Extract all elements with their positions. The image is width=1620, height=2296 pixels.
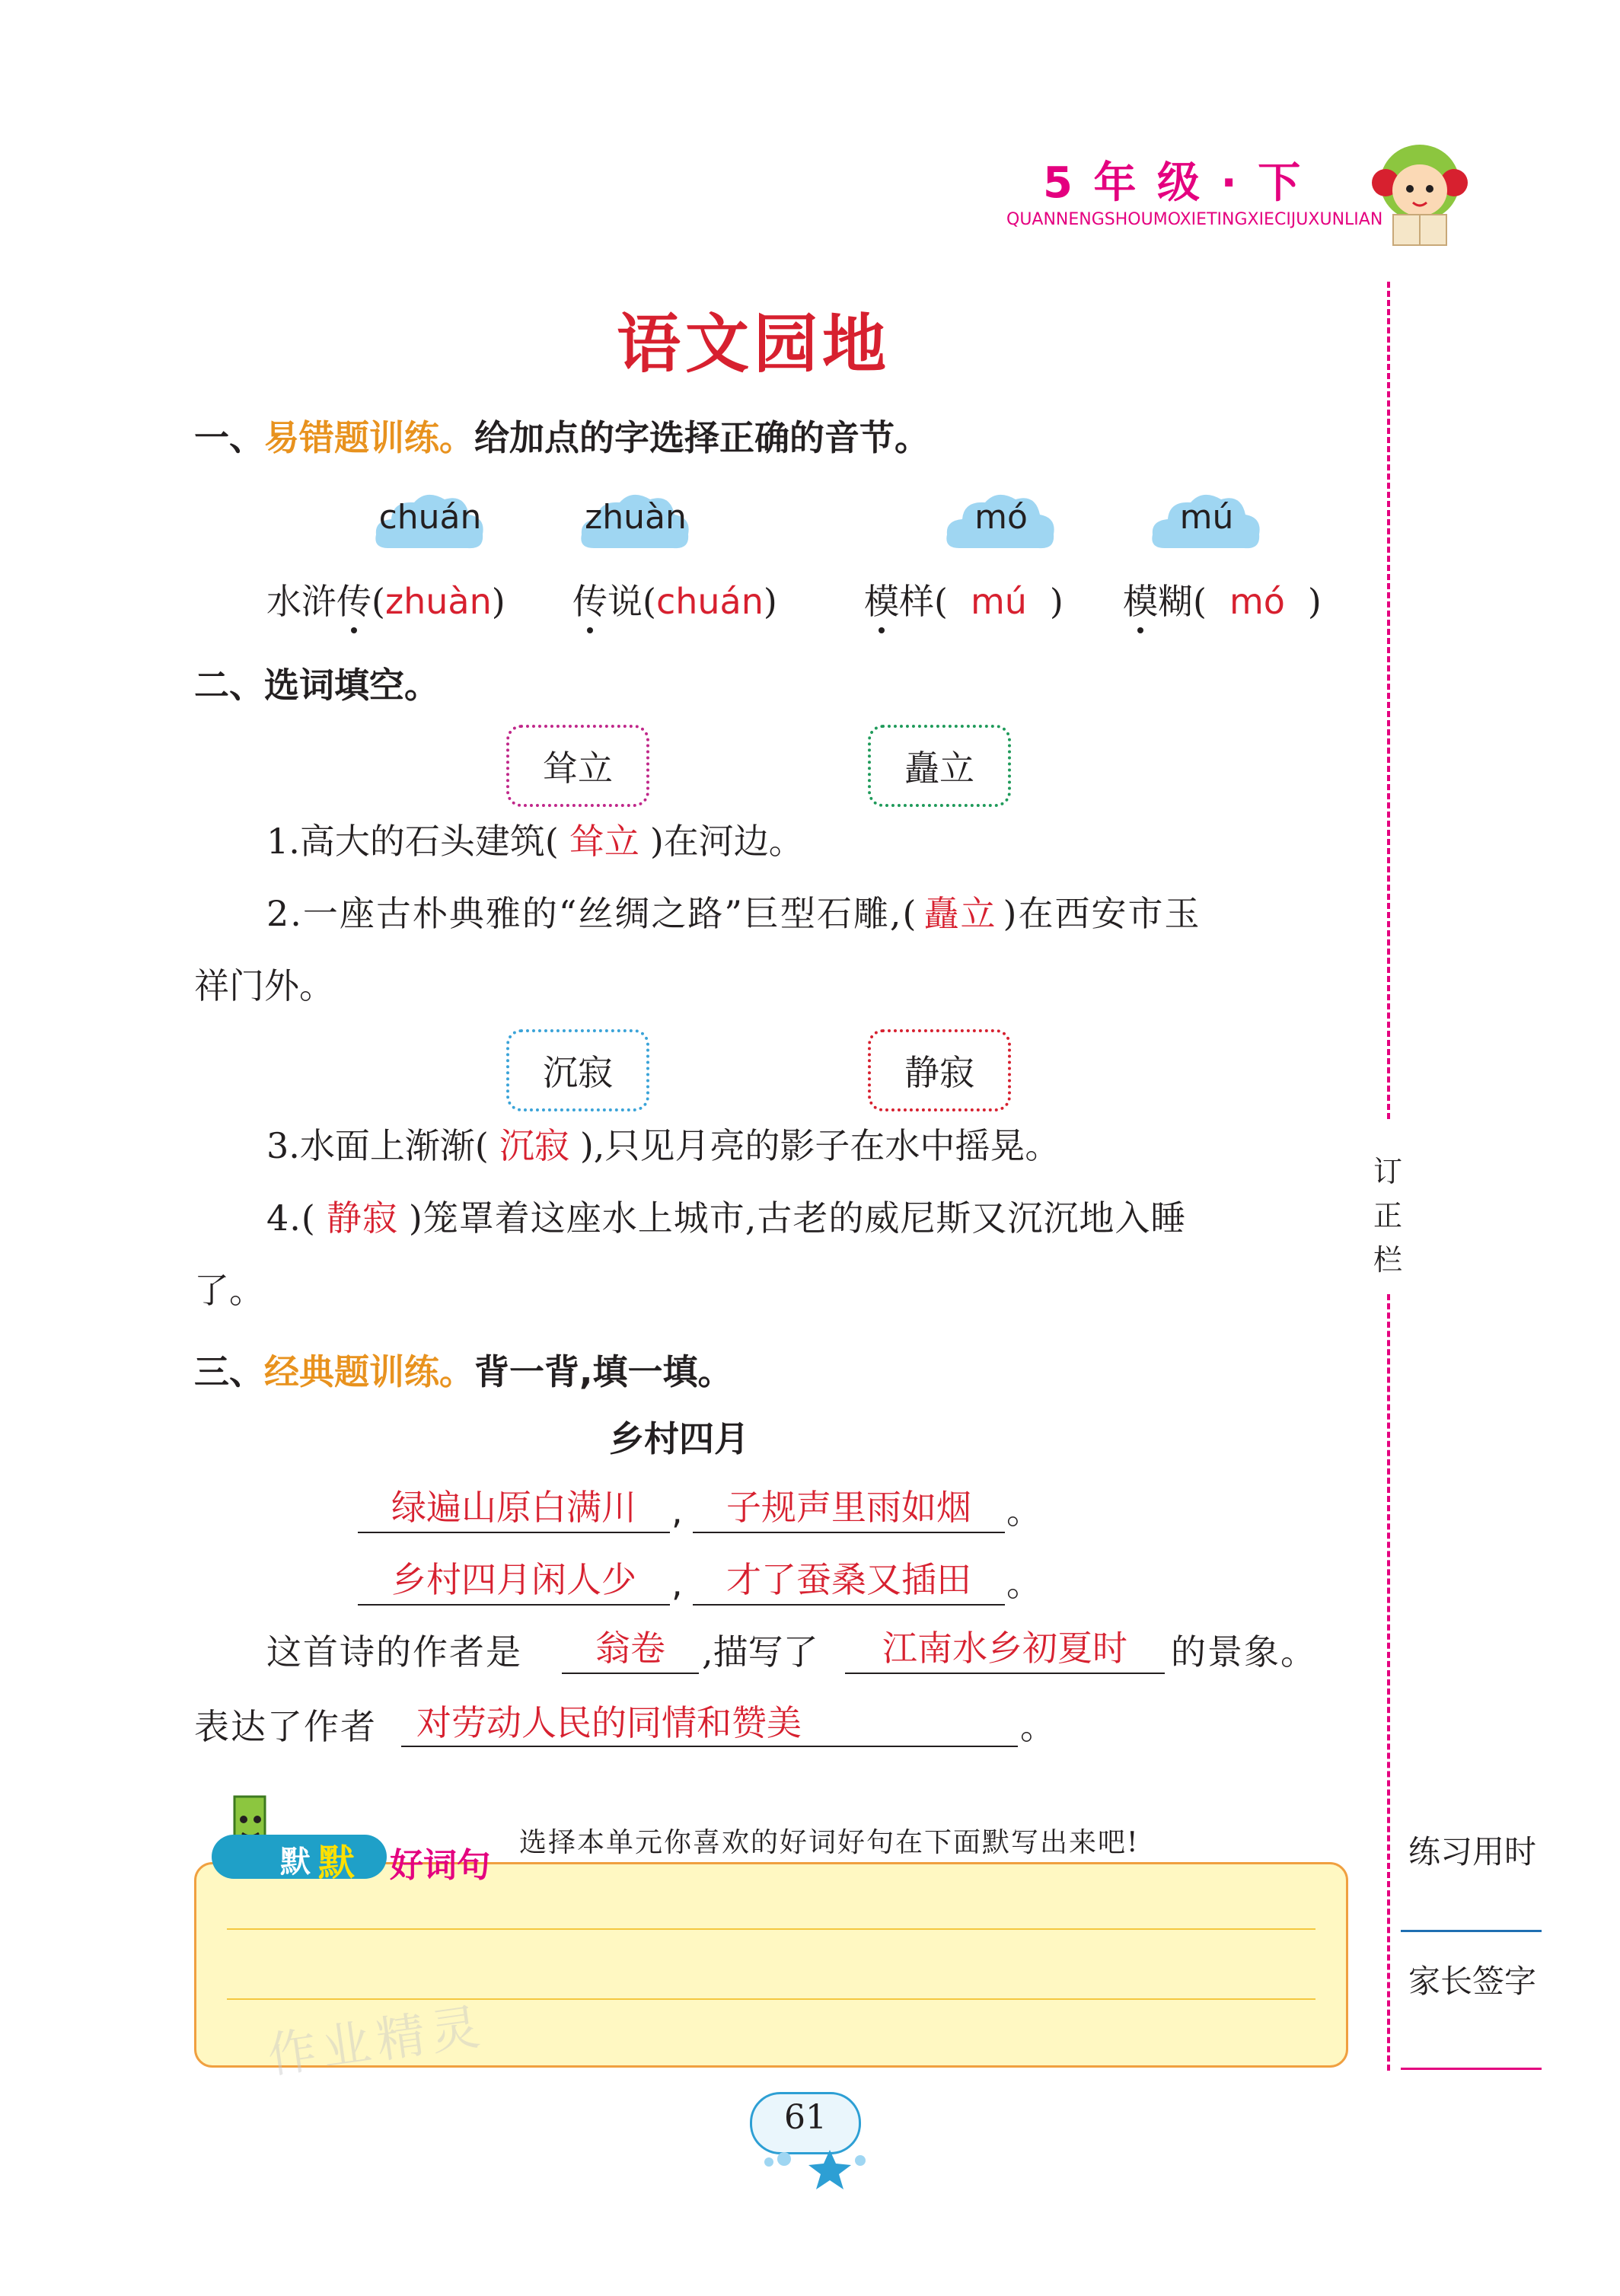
dotted-char: 传 bbox=[572, 579, 608, 624]
practice-time-line[interactable] bbox=[1401, 1930, 1542, 1932]
star-decoration-icon bbox=[754, 2147, 875, 2192]
ruled-line bbox=[227, 1928, 1315, 1930]
section3-number: 三、 bbox=[194, 1351, 264, 1392]
question-4 bbox=[266, 1195, 1186, 1241]
answer: mú bbox=[970, 581, 1027, 622]
option-cloud-1 bbox=[373, 487, 487, 556]
scene-answer: 江南水乡初夏时 bbox=[845, 1625, 1165, 1674]
parent-sign-label: 家长签字 bbox=[1408, 1963, 1537, 2000]
margin-dash-top bbox=[1387, 282, 1390, 1119]
section2-number: 二、 bbox=[194, 665, 264, 706]
pinyin-item-1 bbox=[266, 579, 505, 624]
option-label: zhuàn bbox=[585, 498, 687, 537]
option-cloud-4 bbox=[1150, 487, 1264, 556]
item-text: 糊 bbox=[1158, 581, 1193, 622]
paren: ( bbox=[934, 581, 948, 622]
paren: ) bbox=[1049, 581, 1064, 622]
paren: ( bbox=[372, 581, 385, 622]
paren: ) bbox=[1307, 581, 1322, 622]
question-text: ),只见月亮的影子在水中摇晃。 bbox=[579, 1125, 1060, 1166]
watermark: 作业精灵 bbox=[264, 1998, 490, 2085]
poem-line-2a: 乡村四月闲人少 bbox=[358, 1557, 670, 1606]
section1-tag: 易错题训练。 bbox=[264, 417, 474, 458]
grade-label: 5 年 级 · 下 bbox=[1043, 158, 1304, 208]
page-number: 61 bbox=[784, 2098, 827, 2137]
question-text: )在西安市玉 bbox=[1003, 893, 1201, 934]
option-cloud-2 bbox=[579, 487, 693, 556]
emotion-question-pre: 表达了作者 bbox=[194, 1706, 377, 1747]
question-text: )在河边。 bbox=[649, 821, 804, 862]
correction-char: 正 bbox=[1373, 1199, 1402, 1233]
badge-char-2: 默 bbox=[318, 1842, 356, 1884]
poem-line-2b: 才了蚕桑又插田 bbox=[693, 1557, 1005, 1606]
badge-word: 好词句 bbox=[390, 1846, 490, 1885]
question-2-cont: 祥门外。 bbox=[194, 965, 334, 1006]
answer: chuán bbox=[655, 581, 764, 622]
section2-instruction: 选词填空。 bbox=[264, 665, 439, 706]
dictation-badge bbox=[204, 1789, 509, 1885]
item-text: 说 bbox=[608, 581, 643, 622]
word-choice-box: 矗立 bbox=[868, 725, 1011, 807]
poem-sep: , bbox=[671, 1491, 683, 1532]
answer: zhuàn bbox=[384, 581, 492, 622]
poem-title: 乡村四月 bbox=[609, 1418, 749, 1459]
pinyin-item-4 bbox=[1123, 579, 1322, 624]
item-text: 样 bbox=[899, 581, 934, 622]
answer: 耸立 bbox=[569, 821, 639, 862]
parent-sign-line[interactable] bbox=[1401, 2068, 1542, 2070]
page-title: 语文园地 bbox=[617, 307, 891, 381]
author-question-mid: ,描写了 bbox=[702, 1631, 818, 1673]
poem-line-1a: 绿遍山原白满川 bbox=[358, 1484, 670, 1533]
paren: ( bbox=[1193, 581, 1207, 622]
item-text: 水浒 bbox=[266, 581, 336, 622]
badge-char-1: 默 bbox=[280, 1845, 311, 1880]
question-text: 1.高大的石头建筑( bbox=[266, 821, 559, 862]
question-3 bbox=[266, 1123, 1060, 1169]
poem-end: 。 bbox=[1006, 1563, 1041, 1604]
answer: mó bbox=[1229, 581, 1285, 622]
option-label: mó bbox=[974, 498, 1028, 537]
correction-label bbox=[1370, 1150, 1405, 1282]
question-1 bbox=[266, 818, 804, 864]
question-4-cont: 了。 bbox=[194, 1270, 264, 1311]
paren: ) bbox=[763, 581, 777, 622]
section3-heading bbox=[194, 1349, 732, 1395]
poem-end: 。 bbox=[1006, 1491, 1041, 1532]
dotted-char: 传 bbox=[336, 579, 372, 624]
question-text: 3.水面上渐渐( bbox=[266, 1125, 489, 1166]
emotion-question-post: 。 bbox=[1020, 1706, 1055, 1747]
section3-instruction: 背一背,填一填。 bbox=[474, 1351, 733, 1392]
mascot-icon bbox=[1363, 129, 1477, 251]
question-2 bbox=[266, 891, 1201, 936]
series-pinyin: QUANNENGSHOUMOXIETINGXIECIJUXUNLIAN bbox=[1006, 210, 1383, 229]
poem-line-1b: 子规声里雨如烟 bbox=[693, 1484, 1005, 1533]
section3-tag: 经典题训练。 bbox=[264, 1351, 474, 1392]
word-choice-box: 沉寂 bbox=[506, 1029, 649, 1111]
section1-instruction: 给加点的字选择正确的音节。 bbox=[474, 417, 930, 458]
answer: 沉寂 bbox=[499, 1125, 569, 1166]
dotted-char: 模 bbox=[864, 579, 899, 624]
word-choice-box: 静寂 bbox=[868, 1029, 1011, 1111]
paren: ) bbox=[491, 581, 505, 622]
word-choice-box: 耸立 bbox=[506, 725, 649, 807]
author-question-post: 的景象。 bbox=[1171, 1631, 1317, 1673]
option-cloud-3 bbox=[944, 487, 1058, 556]
question-text: 4.( bbox=[266, 1197, 316, 1239]
answer: 矗立 bbox=[923, 893, 997, 934]
option-label: chuán bbox=[378, 498, 482, 537]
emotion-answer: 对劳动人民的同情和赞美 bbox=[401, 1700, 1018, 1747]
dotted-char: 模 bbox=[1123, 579, 1158, 624]
margin-dash-bottom bbox=[1387, 1294, 1390, 2071]
option-label: mú bbox=[1179, 498, 1234, 537]
paren: ( bbox=[643, 581, 656, 622]
answer: 静寂 bbox=[326, 1197, 398, 1239]
section1-heading bbox=[194, 415, 930, 461]
correction-char: 栏 bbox=[1373, 1243, 1402, 1277]
question-text: )笼罩着这座水上城市,古老的威尼斯又沉沉地入睡 bbox=[408, 1197, 1187, 1239]
poem-sep: , bbox=[671, 1563, 683, 1604]
author-question-pre: 这首诗的作者是 bbox=[266, 1631, 522, 1673]
author-answer: 翁卷 bbox=[562, 1625, 699, 1674]
question-text: 2.一座古朴典雅的“丝绸之路”巨型石雕,( bbox=[266, 893, 918, 934]
pinyin-item-3 bbox=[864, 579, 1064, 624]
pinyin-item-2 bbox=[572, 579, 777, 624]
section2-heading bbox=[194, 662, 439, 708]
correction-char: 订 bbox=[1373, 1155, 1402, 1188]
section1-number: 一、 bbox=[194, 417, 264, 458]
dictation-prompt: 选择本单元你喜欢的好词好句在下面默写出来吧! bbox=[519, 1827, 1140, 1858]
practice-time-label: 练习用时 bbox=[1408, 1833, 1537, 1870]
